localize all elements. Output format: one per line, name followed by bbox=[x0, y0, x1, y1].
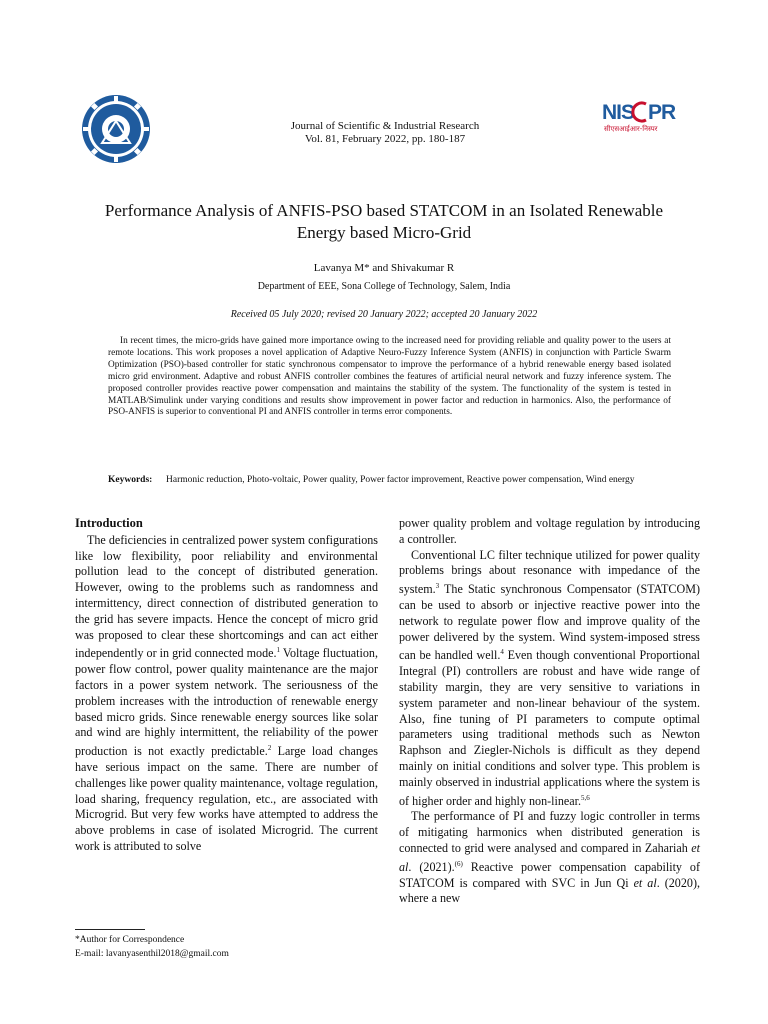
svg-text:NIS: NIS bbox=[602, 101, 635, 124]
body-column-left bbox=[75, 516, 378, 855]
niscpr-logo bbox=[600, 97, 692, 135]
journal-name: Journal of Scientific & Industrial Research bbox=[290, 120, 480, 132]
affiliation: Department of EEE, Sona College of Technology, Salem, India bbox=[257, 281, 511, 292]
section-heading-introduction: Introduction bbox=[75, 516, 143, 530]
paragraph: power quality problem and voltage regulation by introducing a controller. bbox=[399, 516, 700, 546]
citation: 2 bbox=[267, 744, 272, 753]
title-line-2: Energy based Micro-Grid bbox=[296, 223, 472, 242]
journal-header bbox=[230, 120, 540, 146]
svg-text:सीएसआईआर-निस्पर: सीएसआईआर-निस्पर bbox=[604, 125, 658, 133]
paragraph: Conventional LC filter technique utilized for power quality problems brings about resonance with impedance of the system.$^3$ The Static synchronous Compensator (STATCOM) can be used to absorb or injective reactive power into the network to regulate power flow and improve quality of the power delivered by the system. Wind system-imposed stress can be handled well.$^4$ Even though conventional Proportional Integral (PI) controllers are robust and have wide range of stability margin, they are very sensitive to variations in system parameter and non-linear behaviour of the system. Also, fine tuning of PI parameters to compute optimal parameters using traditional methods such as Newton Raphson and Ziegler-Nichols is difficult as they depend mainly on initial conditions and solver type. This problem is mainly observed in industrial applications where the system is of higher order and highly non-linear.$^{5,6}$ bbox=[399, 547, 700, 808]
citation: (6) bbox=[454, 859, 463, 868]
paper-title bbox=[60, 200, 708, 244]
abstract: In recent times, the micro-grids have gained more importance owing to the increased need for providing reliable and quality power to the users at remote locations. This work proposes a novel application of Adaptive Neuro-Fuzzy Inference System (ANFIS) in conjunction with Particle Swarm Optimization (PSO)-based controller for static synchronous compensator to improve the performance of a hybrid renewable energy based isolated micro grid environment. Adaptive and robust ANFIS controller combines the features of artificial neural network and fuzzy inference system. The proposed controller provides reactive power compensation and maintains the stability of the system. The functionality of the system is tested in MATLAB/Simulink under varying conditions and results show improvement in power factor and reduction in harmonics. Also, the performance of PSO-ANFIS is superior to conventional PI and ANFIS controller in terms error components. bbox=[108, 336, 671, 418]
volume-info: Vol. 81, February 2022, pp. 180-187 bbox=[304, 133, 466, 145]
svg-text:PR: PR bbox=[648, 101, 676, 124]
citation: 1 bbox=[276, 646, 281, 655]
citation: 4 bbox=[500, 648, 504, 657]
footnote-email[interactable]: E-mail: lavanyasenthil2018@gmail.com bbox=[75, 949, 229, 959]
received-dates: Received 05 July 2020; revised 20 January 2022; accepted 20 January 2022 bbox=[230, 309, 538, 320]
footnote-correspondence: *Author for Correspondence bbox=[75, 935, 185, 945]
body-column-right bbox=[399, 516, 700, 907]
keywords-label: Keywords: bbox=[108, 475, 153, 485]
authors: Lavanya M* and Shivakumar R bbox=[313, 262, 455, 274]
citation: 5,6 bbox=[581, 793, 590, 802]
csir-logo-icon bbox=[80, 93, 152, 165]
footnote-divider bbox=[75, 929, 145, 930]
paragraph: The deficiencies in centralized power system configurations like low flexibility, poor reliability and environmental pollution lead to the concept of distributed generation. However, owing to the problems such as randomness and intermittency, direct connection of distributed generation to the grid has severe impacts. Hence the concept of micro grid was proposed to clear these shortcomings and can act either independently or in grid connected mode.$^1$ Voltage fluctuation, power flow control, power quality maintenance are the major factors in a power system network. The seriousness of the problem increases with the introduction of renewable energy based micro grids. Since renewable energy sources like solar and wind are highly intermittent, the reliability of the power production is not exactly predictable.$^2$ Large load changes have serious impact on the same. There are number of challenges like power quality maintenance, voltage regulation, load sharing, frequency regulation, etc., are associated with Microgrid. But very few works have attempted to address the above problems in case of isolated Microgrid. The current work is attributed to solve bbox=[75, 532, 379, 853]
paragraph: The performance of PI and fuzzy logic controller in terms of mitigating harmonics when distributed generation is connected to grid were analysed and compared in Zahariah et al. (2021).$^{(6)}$ Reactive power compensation capability of STATCOM is compared with SVC in Jun Qi et al. (2020), where a new bbox=[399, 809, 700, 906]
keywords-value: Harmonic reduction, Photo-voltaic, Power quality, Power factor improvement, Reactive power compensation, Wind energy bbox=[166, 475, 635, 485]
title-line-1: Performance Analysis of ANFIS-PSO based STATCOM in an Isolated Renewable bbox=[104, 201, 664, 220]
citation: 3 bbox=[435, 582, 440, 591]
